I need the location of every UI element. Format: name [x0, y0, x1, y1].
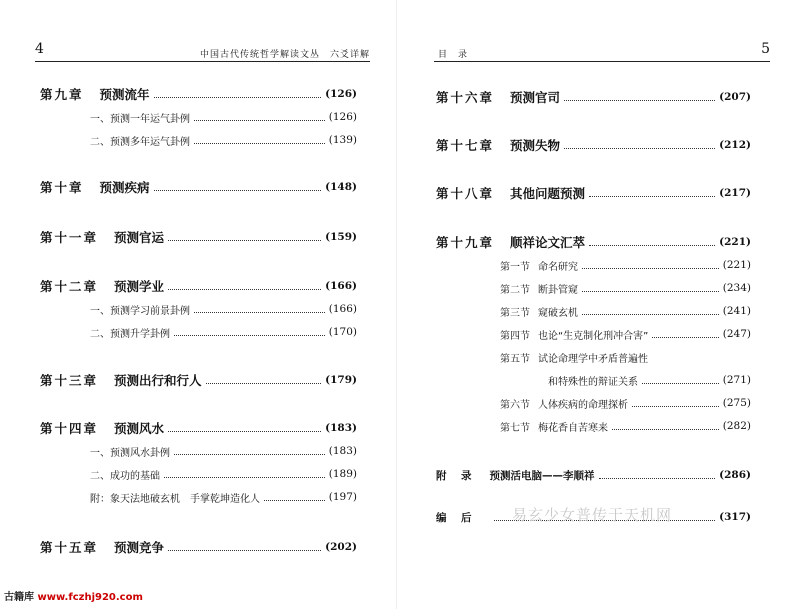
- entry-number: 第三节: [500, 307, 530, 319]
- right-toc-entry[interactable]: [500, 324, 751, 344]
- entry-page-number: (317): [719, 511, 751, 523]
- dot-leader: [589, 245, 715, 246]
- entry-number: 第十四章: [40, 421, 99, 436]
- left-toc-entry[interactable]: [90, 130, 357, 150]
- entry-title: 预测活电脑——李顺祥: [489, 469, 595, 482]
- right-header-title: 目 录: [438, 50, 469, 60]
- right-toc-entry[interactable]: [548, 370, 751, 390]
- entry-page-number: (217): [719, 187, 751, 199]
- entry-title: 预测疾病: [99, 180, 150, 195]
- dot-leader: [168, 289, 321, 290]
- entry-number: 第十八章: [436, 186, 495, 201]
- entry-number: 第十六章: [436, 90, 495, 105]
- left-toc-entry[interactable]: [40, 227, 357, 247]
- page-divider: [396, 0, 397, 609]
- left-page-number: 4: [35, 41, 44, 57]
- entry-number: 第二节: [500, 284, 530, 296]
- dot-leader: [264, 500, 325, 501]
- dot-leader: [194, 312, 325, 313]
- entry-number: 第五节: [500, 353, 530, 365]
- entry-title: 一、预测风水卦例: [90, 447, 170, 459]
- entry-title: 预测官运: [114, 230, 165, 245]
- entry-page-number: (221): [722, 259, 751, 271]
- left-page: [0, 0, 395, 609]
- dot-leader: [564, 100, 715, 101]
- entry-page-number: (197): [328, 491, 357, 503]
- entry-number: 第四节: [500, 330, 530, 342]
- right-toc-entry[interactable]: [500, 416, 751, 436]
- entry-page-number: (286): [719, 469, 751, 481]
- entry-title: 附：象天法地破玄机 手掌乾坤造化人: [90, 493, 260, 505]
- entry-title: 预测官司: [510, 90, 561, 105]
- entry-number: 第九章: [40, 87, 84, 102]
- entry-page-number: (139): [328, 134, 357, 146]
- right-toc-entry[interactable]: [500, 393, 751, 413]
- footer: [4, 588, 143, 603]
- right-toc-entry[interactable]: [500, 347, 751, 367]
- entry-page-number: (179): [325, 374, 357, 386]
- entry-title: 梅花香自苦寒来: [538, 422, 608, 434]
- entry-page-number: (271): [722, 374, 751, 386]
- entry-title: 和特殊性的辩证关系: [548, 376, 638, 388]
- entry-title: 其他问题预测: [510, 186, 586, 201]
- footer-url[interactable]: www.fczhj920.com: [37, 592, 143, 603]
- entry-title: 二、预测多年运气卦例: [90, 136, 190, 148]
- right-toc-entry[interactable]: [500, 255, 751, 275]
- left-toc-entry[interactable]: [90, 487, 357, 507]
- entry-page-number: (148): [325, 181, 357, 193]
- dot-leader: [194, 120, 325, 121]
- left-toc-entry[interactable]: [40, 84, 357, 104]
- entry-page-number: (183): [325, 422, 357, 434]
- entry-title: 试论命理学中矛盾普遍性: [538, 353, 648, 365]
- entry-title: 预测学业: [114, 279, 165, 294]
- entry-title: 二、预测升学卦例: [90, 328, 170, 340]
- entry-title: 预测出行和行人: [114, 373, 202, 388]
- dot-leader: [582, 314, 719, 315]
- watermark: 易玄少女普传于天机网: [512, 506, 673, 524]
- dot-leader: [652, 337, 718, 338]
- dot-leader: [194, 143, 325, 144]
- dot-leader: [589, 196, 715, 197]
- dot-leader: [612, 429, 719, 430]
- dot-leader: [164, 477, 325, 478]
- entry-title: 人体疾病的命理探析: [538, 399, 628, 411]
- dot-leader: [168, 240, 321, 241]
- dot-leader: [154, 97, 322, 98]
- left-toc-entry[interactable]: [40, 537, 357, 557]
- entry-title: 断卦管窥: [538, 284, 578, 296]
- entry-page-number: (202): [325, 541, 357, 553]
- entry-page-number: (126): [325, 88, 357, 100]
- entry-page-number: (189): [328, 468, 357, 480]
- entry-number: 第十三章: [40, 373, 99, 388]
- right-page-number: 5: [761, 41, 770, 57]
- entry-number: 第十五章: [40, 540, 99, 555]
- right-toc-entry[interactable]: [436, 87, 751, 107]
- dot-leader: [632, 406, 719, 407]
- entry-number: 编 后: [436, 511, 474, 524]
- entry-title: 一、预测学习前景卦例: [90, 305, 190, 317]
- dot-leader: [206, 383, 322, 384]
- dot-leader: [564, 148, 715, 149]
- entry-title: 二、成功的基础: [90, 470, 160, 482]
- entry-page-number: (159): [325, 231, 357, 243]
- dot-leader: [168, 431, 321, 432]
- entry-title: 也论“生克制化刑冲合害”: [538, 330, 649, 342]
- entry-number: 第六节: [500, 399, 530, 411]
- entry-title: 预测流年: [99, 87, 150, 102]
- left-toc-entry[interactable]: [40, 177, 357, 197]
- entry-title: 一、预测一年运气卦例: [90, 113, 190, 125]
- entry-number: 第十一章: [40, 230, 99, 245]
- entry-title: 命名研究: [538, 261, 578, 273]
- dot-leader: [174, 335, 325, 336]
- dot-leader: [599, 478, 716, 479]
- entry-page-number: (126): [328, 111, 357, 123]
- entry-number: 第十七章: [436, 138, 495, 153]
- left-toc-entry[interactable]: [90, 464, 357, 484]
- entry-page-number: (212): [719, 139, 751, 151]
- left-toc-entry[interactable]: [90, 107, 357, 127]
- left-toc-entry[interactable]: [40, 276, 357, 296]
- entry-page-number: (234): [722, 282, 751, 294]
- entry-title: 窥破玄机: [538, 307, 578, 319]
- entry-title: 预测失物: [510, 138, 561, 153]
- entry-number: 第十二章: [40, 279, 99, 294]
- entry-page-number: (166): [325, 280, 357, 292]
- dot-leader: [168, 550, 321, 551]
- right-toc-entry[interactable]: [436, 465, 751, 485]
- right-toc-entry[interactable]: [500, 278, 751, 298]
- left-toc-entry[interactable]: [90, 322, 357, 342]
- entry-page-number: (207): [719, 91, 751, 103]
- entry-page-number: (275): [722, 397, 751, 409]
- right-toc-entry[interactable]: [436, 135, 751, 155]
- right-toc-entry[interactable]: [436, 232, 751, 252]
- entry-number: 第一节: [500, 261, 530, 273]
- dot-leader: [154, 190, 322, 191]
- left-toc-entry[interactable]: [40, 418, 357, 438]
- entry-number: 第十章: [40, 180, 84, 195]
- entry-number: 附 录: [436, 469, 474, 482]
- footer-site-name: 古籍库: [4, 592, 34, 603]
- left-toc-entry[interactable]: [90, 299, 357, 319]
- dot-leader: [582, 268, 719, 269]
- entry-number: 第七节: [500, 422, 530, 434]
- entry-page-number: (183): [328, 445, 357, 457]
- right-toc-entry[interactable]: [500, 301, 751, 321]
- left-header-title: 中国古代传统哲学解读文丛 六爻详解: [199, 50, 370, 60]
- entry-page-number: (247): [722, 328, 751, 340]
- left-page-header: [35, 43, 370, 62]
- entry-page-number: (166): [328, 303, 357, 315]
- entry-page-number: (221): [719, 236, 751, 248]
- dot-leader: [642, 383, 719, 384]
- entry-title: 预测风水: [114, 421, 165, 436]
- left-toc-entry[interactable]: [90, 441, 357, 461]
- entry-number: 第十九章: [436, 235, 495, 250]
- right-toc-entry[interactable]: [436, 183, 751, 203]
- entry-page-number: (282): [722, 420, 751, 432]
- dot-leader: [582, 291, 719, 292]
- entry-title: 顺祥论文汇萃: [510, 235, 586, 250]
- left-toc-entry[interactable]: [40, 370, 357, 390]
- dot-leader: [174, 454, 325, 455]
- entry-title: 预测竞争: [114, 540, 165, 555]
- right-page-header: [434, 43, 770, 62]
- entry-page-number: (241): [722, 305, 751, 317]
- entry-page-number: (170): [328, 326, 357, 338]
